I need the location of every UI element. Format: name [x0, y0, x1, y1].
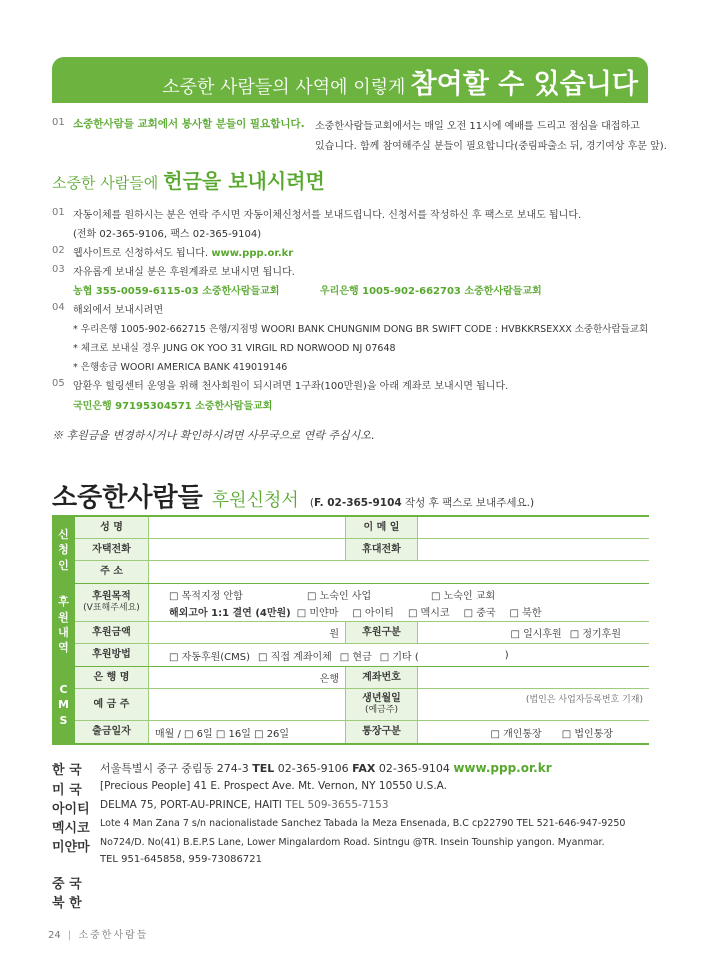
form-row	[75, 689, 649, 721]
cash-item-text: 자유롭게 보내실 분은 후원계좌로 보내시면 됩니다.	[73, 267, 295, 278]
section-banner	[52, 57, 648, 103]
bank-field[interactable]: 은행	[149, 667, 346, 688]
purpose-option[interactable]: □ 중국	[463, 607, 496, 619]
banner-title	[162, 62, 638, 101]
cash-item-text: 자동이체를 원하시는 분은 연락 주시면 자동이체신청서를 보내드립니다. 신청서를 작성하신 후 팩스로 보내도 됩니다.	[73, 210, 582, 221]
cash-item-num: 02	[52, 245, 65, 256]
method-option[interactable]: □ 현금	[339, 651, 372, 663]
footer-name: 소중한사람들	[78, 930, 149, 941]
form-row	[75, 561, 649, 583]
applicant-section	[52, 517, 649, 584]
page-number: 24	[48, 930, 61, 941]
purpose-option[interactable]: □ 아이티	[352, 607, 394, 619]
amount-label: 후원금액	[75, 622, 149, 643]
address-label-northkorea: 북 한	[52, 896, 82, 911]
purpose-label: 후원목적 (V표해주세요)	[75, 584, 149, 621]
form-row	[75, 667, 649, 689]
address-usa: [Precious People] 41 E. Prospect Ave. Mt. Vernon, NY 10550 U.S.A.	[100, 780, 448, 792]
cash-item-text: 웹사이트로 신청하셔도 됩니다. www.ppp.or.kr	[73, 248, 294, 259]
account-no-field[interactable]	[418, 667, 649, 688]
birth-label: 생년월일 (예금주)	[346, 689, 418, 720]
name-field[interactable]	[149, 517, 346, 538]
cash-heading-small: 소중한 사람들에	[52, 174, 159, 192]
method-option[interactable]: □ 자동후원(CMS)	[169, 651, 251, 663]
support-form	[52, 515, 649, 745]
volunteer-headline: 소중한사람들 교회에서 봉사할 분들이 필요합니다.	[73, 118, 305, 130]
purpose-option[interactable]: □ 미얀마	[296, 607, 339, 619]
form-fax-note: (F. 02-365-9104 작성 후 팩스로 보내주세요.)	[309, 497, 535, 509]
cash-item-num: 01	[52, 207, 65, 218]
account-kb: 국민은행 97195304571 소중한사람들교회	[73, 401, 273, 412]
birth-field[interactable]	[418, 689, 649, 720]
acct-type-option[interactable]: □ 법인통장	[561, 728, 613, 740]
kind-label: 후원구분	[346, 622, 418, 643]
home-phone-field[interactable]	[149, 539, 346, 560]
address-myanmar: No724/D. No(41) B.E.P.S Lane, Lower Mingalardom Road. Sintngu @TR. Insein Tounship yangon. Myanmar.	[100, 837, 605, 848]
address-label-myanmar: 미얀마	[52, 840, 90, 855]
method-option[interactable]: □ 기타 (	[379, 651, 419, 663]
cms-section	[52, 667, 649, 743]
withdraw-options[interactable]: 매월 / □ 6일 □ 16일 □ 26일	[149, 721, 346, 743]
form-header	[52, 477, 534, 514]
cash-heading	[52, 165, 325, 194]
address-mexico: Lote 4 Man Zana 7 s/n nacionalistade Sanchez Tabada la Meza Ensenada, B.C cp22790 TEL 521-646-947-9250	[100, 818, 626, 829]
overseas-line: * 우리은행 1005-902-662715 은행/지점명 WOORI BANK CHUNGNIM DONG BR SWIFT CODE : HVBKKRSEXXX 소중한사람들교회	[73, 324, 649, 335]
volunteer-line2: 있습니다. 함께 참여해주실 분들이 필요합니다(중림파출소 뒤, 경기여상 후문 앞).	[315, 141, 667, 152]
cash-item-text: (전화 02-365-9106, 팩스 02-365-9104)	[73, 229, 262, 240]
email-label: 이 메 일	[346, 517, 418, 538]
corp-note: (법인은 사업자등록번호 기재)	[525, 695, 643, 705]
kind-option[interactable]: □ 정기후원	[569, 629, 621, 640]
method-option[interactable]: □ 직접 계좌이체	[258, 651, 332, 663]
acct-type-label: 통장구분	[346, 721, 418, 743]
address-myanmar-tel: TEL 951-645858, 959-73086721	[100, 854, 262, 865]
holder-label: 예 금 주	[75, 689, 149, 720]
support-side-label: 후 원 내 역	[52, 584, 75, 666]
cash-item-num: 03	[52, 264, 65, 275]
form-row	[75, 622, 649, 644]
address-label-mexico: 멕시코	[52, 821, 90, 836]
overseas-orphan-label: 해외고아 1:1 결연 (4만원)	[169, 607, 291, 619]
form-title: 소중한사람들	[52, 483, 203, 513]
cash-item-num: 05	[52, 378, 65, 389]
amount-field[interactable]: 원	[149, 622, 346, 643]
purpose-option[interactable]: □ 노숙인 교회	[431, 590, 496, 602]
purpose-row	[75, 584, 649, 622]
withdraw-label: 출금일자	[75, 721, 149, 743]
volunteer-num: 01	[52, 117, 65, 128]
cash-item-text: 해외에서 보내시려면	[73, 305, 164, 316]
account-nh: 농협 355-0059-6115-03 소중한사람들교회	[73, 286, 280, 297]
address-label-china: 중 국	[52, 877, 82, 892]
holder-field[interactable]	[149, 689, 346, 720]
form-row: 후원방법 □ 자동후원(CMS) □ 직접 계좌이체 □ 현금 □ 기타 ( )	[75, 644, 649, 666]
form-row	[75, 517, 649, 539]
address-field[interactable]	[149, 561, 649, 583]
purpose-option[interactable]: □ 멕시코	[407, 607, 450, 619]
address-korea: 서울특별시 중구 중림동 274-3 TEL 02-365-9106 FAX 02-365-9104 www.ppp.or.kr	[100, 761, 552, 775]
page-footer: 24 | 소중한사람들	[48, 930, 149, 941]
website-link[interactable]: www.ppp.or.kr	[211, 248, 294, 259]
form-row	[75, 539, 649, 561]
mobile-label: 휴대전화	[346, 539, 418, 560]
form-row	[75, 721, 649, 743]
address-haiti: DELMA 75, PORT-AU-PRINCE, HAITI TEL 509-3655-7153	[100, 799, 389, 811]
purpose-option[interactable]: □ 북한	[509, 607, 542, 619]
email-field[interactable]	[418, 517, 649, 538]
banner-title-big: 참여할 수 있습니다	[410, 69, 638, 100]
overseas-line: * 체크로 보내실 경우 JUNG OK YOO 31 VIRGIL RD NORWOOD NJ 07648	[73, 343, 396, 354]
method-label: 후원방법	[75, 644, 149, 666]
cash-item-text: 암환우 힐링센터 운영을 위해 천사회원이 되시려면 1구좌(100만원)을 아래 계좌로 보내시면 됩니다.	[73, 381, 509, 392]
volunteer-line1: 소중한사람들교회에서는 매일 오전 11시에 예배를 드리고 점심을 대접하고	[315, 121, 640, 132]
address-label-haiti: 아이티	[52, 802, 90, 817]
banner-title-small: 소중한 사람들의 사역에 이렇게	[162, 77, 406, 98]
form-subtitle: 후원신청서	[211, 490, 299, 511]
overseas-line: * 은행송금 WOORI AMERICA BANK 419019146	[73, 362, 288, 373]
home-phone-label: 자택전화	[75, 539, 149, 560]
address-label: 주 소	[75, 561, 149, 583]
cms-side-label: C M S	[52, 667, 75, 743]
cash-heading-big: 헌금을 보내시려면	[163, 169, 325, 193]
purpose-option[interactable]: □ 목적지정 안함	[169, 590, 243, 602]
applicant-side-label: 신 청 인	[52, 517, 75, 583]
kind-option[interactable]: □ 일시후원	[510, 629, 562, 640]
account-woori: 우리은행 1005-902-662703 소중한사람들교회	[320, 286, 542, 297]
website-link[interactable]: www.ppp.or.kr	[453, 761, 552, 775]
name-label: 성 명	[75, 517, 149, 538]
support-section	[52, 584, 649, 667]
address-label-korea: 한 국	[52, 763, 82, 778]
account-no-label: 계좌번호	[346, 667, 418, 688]
purpose-option[interactable]: □ 노숙인 사업	[307, 590, 372, 602]
cash-item-num: 04	[52, 302, 65, 313]
address-label-usa: 미 국	[52, 783, 82, 798]
acct-type-option[interactable]: □ 개인통장	[490, 728, 542, 740]
change-note: ※ 후원금을 변경하시거나 확인하시려면 사무국으로 연락 주십시오.	[52, 429, 375, 442]
bank-label: 은 행 명	[75, 667, 149, 688]
mobile-field[interactable]	[418, 539, 649, 560]
